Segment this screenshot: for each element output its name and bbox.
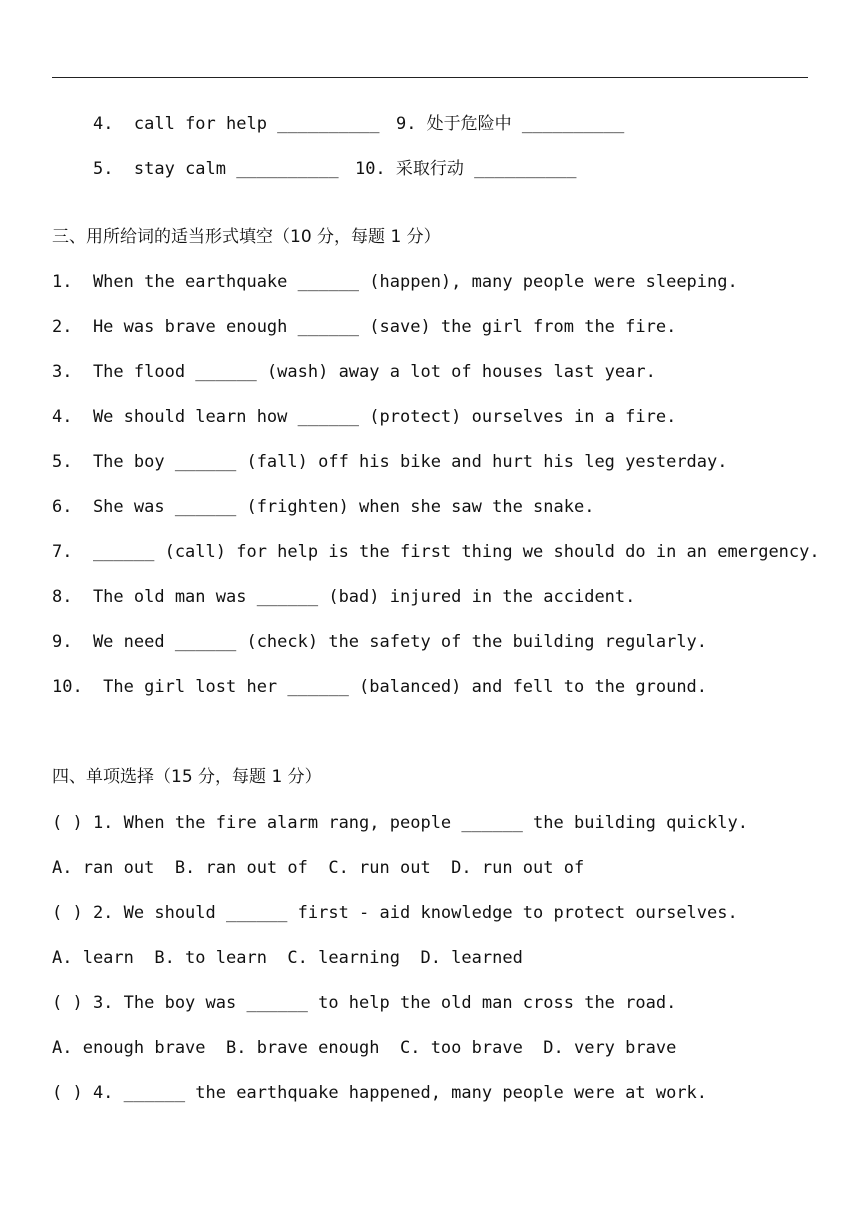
section-4-heading: 四、单项选择（15 分，每题 1 分）: [52, 767, 322, 787]
mc-options-3: A. enough brave B. brave enough C. too brave D. very brave: [52, 1038, 677, 1058]
fill-item-7: 7. ______ (call) for help is the first thing we should do in an emergency.: [52, 542, 820, 562]
section-3-heading: 三、用所给词的适当形式填空（10 分，每题 1 分）: [52, 227, 441, 247]
fill-item-9: 9. We need ______ (check) the safety of the building regularly.: [52, 632, 708, 652]
fill-item-8: 8. The old man was ______ (bad) injured in the accident.: [52, 587, 636, 607]
mc-question-2: ( ) 2. We should ______ first - aid knowledge to protect ourselves.: [52, 903, 738, 923]
vocab-item-10: 10. 采取行动 __________: [354, 159, 577, 179]
fill-item-3: 3. The flood ______ (wash) away a lot of houses last year.: [52, 362, 656, 382]
mc-options-2: A. learn B. to learn C. learning D. learned: [52, 948, 523, 968]
vocab-row-right: [355, 91, 625, 134]
fill-item-1: 1. When the earthquake ______ (happen), many people were sleeping.: [52, 272, 738, 292]
fill-item-10: 10. The girl lost her ______ (balanced) and fell to the ground.: [52, 677, 708, 697]
vocab-item-4: 4. call for help __________: [92, 114, 380, 134]
fill-item-6: 6. She was ______ (frighten) when she saw the snake.: [52, 497, 595, 517]
vocab-item-9: 9. 处于危险中 __________: [395, 114, 625, 134]
fill-item-4: 4. We should learn how ______ (protect) ourselves in a fire.: [52, 407, 677, 427]
mc-question-1: ( ) 1. When the fire alarm rang, people ______ the building quickly.: [52, 813, 748, 833]
mc-question-4: ( ) 4. ______ the earthquake happened, many people were at work.: [52, 1083, 708, 1103]
vocab-item-5: 5. stay calm __________: [92, 159, 339, 179]
vocab-row: [52, 136, 339, 179]
mc-options-1: A. ran out B. ran out of C. run out D. run out of: [52, 858, 585, 878]
vocab-row-right: [314, 136, 577, 179]
mc-question-3: ( ) 3. The boy was ______ to help the old man cross the road.: [52, 993, 677, 1013]
fill-item-2: 2. He was brave enough ______ (save) the girl from the fire.: [52, 317, 677, 337]
fill-item-5: 5. The boy ______ (fall) off his bike and hurt his leg yesterday.: [52, 452, 728, 472]
top-rule: [52, 77, 808, 78]
vocab-row: [52, 91, 380, 134]
